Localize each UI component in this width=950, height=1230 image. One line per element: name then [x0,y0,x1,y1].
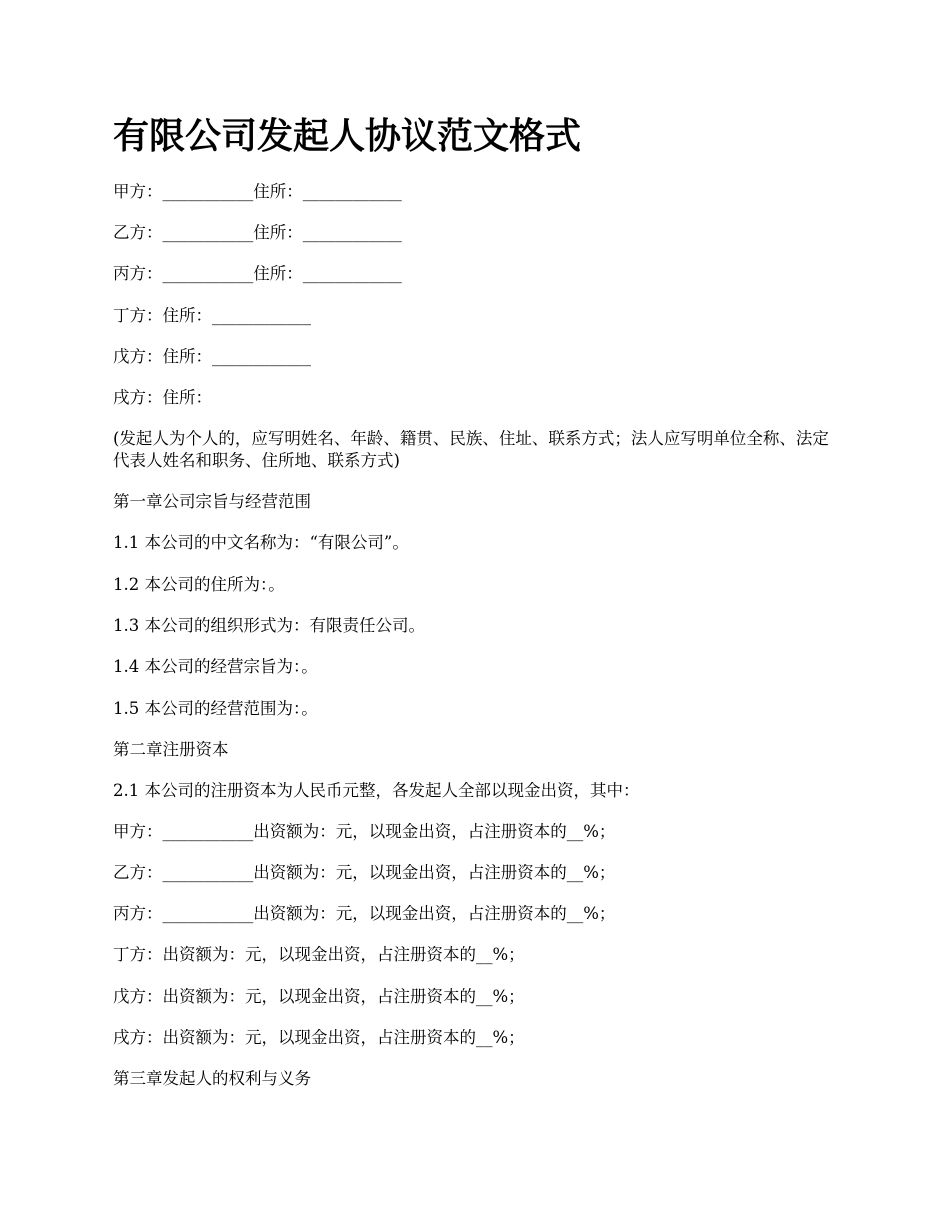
capital-party-a: 甲方：___________出资额为：元，以现金出资，占注册资本的__%； [113,822,616,841]
chapter-3-heading: 第三章发起人的权利与义务 [113,1069,311,1088]
capital-party-f: 戌方：出资额为：元，以现金出资，占注册资本的__%； [113,1028,525,1047]
party-b-line: 乙方：___________住所：____________ [113,223,402,242]
clause-1-4: 1.4 本公司的经营宗旨为：。 [113,657,318,676]
clause-2-1: 2.1 本公司的注册资本为人民币元整，各发起人全部以现金出资，其中： [113,781,640,800]
capital-party-e: 戊方：出资额为：元，以现金出资，占注册资本的__%； [113,987,525,1006]
clause-1-1: 1.1 本公司的中文名称为：“有限公司”。 [113,533,409,552]
founder-note: (发起人为个人的，应写明姓名、年龄、籍贯、民族、住址、联系方式；法人应写明单位全称、法定代表人姓名和职务、住所地、联系方式) [113,429,829,470]
party-f-line: 戌方：住所： [113,388,212,407]
party-e-line: 戊方：住所：____________ [113,347,311,366]
document-title: 有限公司发起人协议范文格式 [113,115,582,157]
clause-1-2: 1.2 本公司的住所为：。 [113,575,285,594]
capital-party-c: 丙方：___________出资额为：元，以现金出资，占注册资本的__%； [113,904,616,923]
clause-1-3: 1.3 本公司的组织形式为：有限责任公司。 [113,616,425,635]
capital-party-b: 乙方：___________出资额为：元，以现金出资，占注册资本的__%； [113,863,616,882]
chapter-1-heading: 第一章公司宗旨与经营范围 [113,492,311,511]
capital-party-d: 丁方：出资额为：元，以现金出资，占注册资本的__%； [113,945,525,964]
party-a-line: 甲方：___________住所：____________ [113,182,402,201]
party-c-line: 丙方：___________住所：____________ [113,264,402,283]
clause-1-5: 1.5 本公司的经营范围为：。 [113,699,318,718]
party-d-line: 丁方：住所：____________ [113,306,311,325]
chapter-2-heading: 第二章注册资本 [113,740,229,759]
